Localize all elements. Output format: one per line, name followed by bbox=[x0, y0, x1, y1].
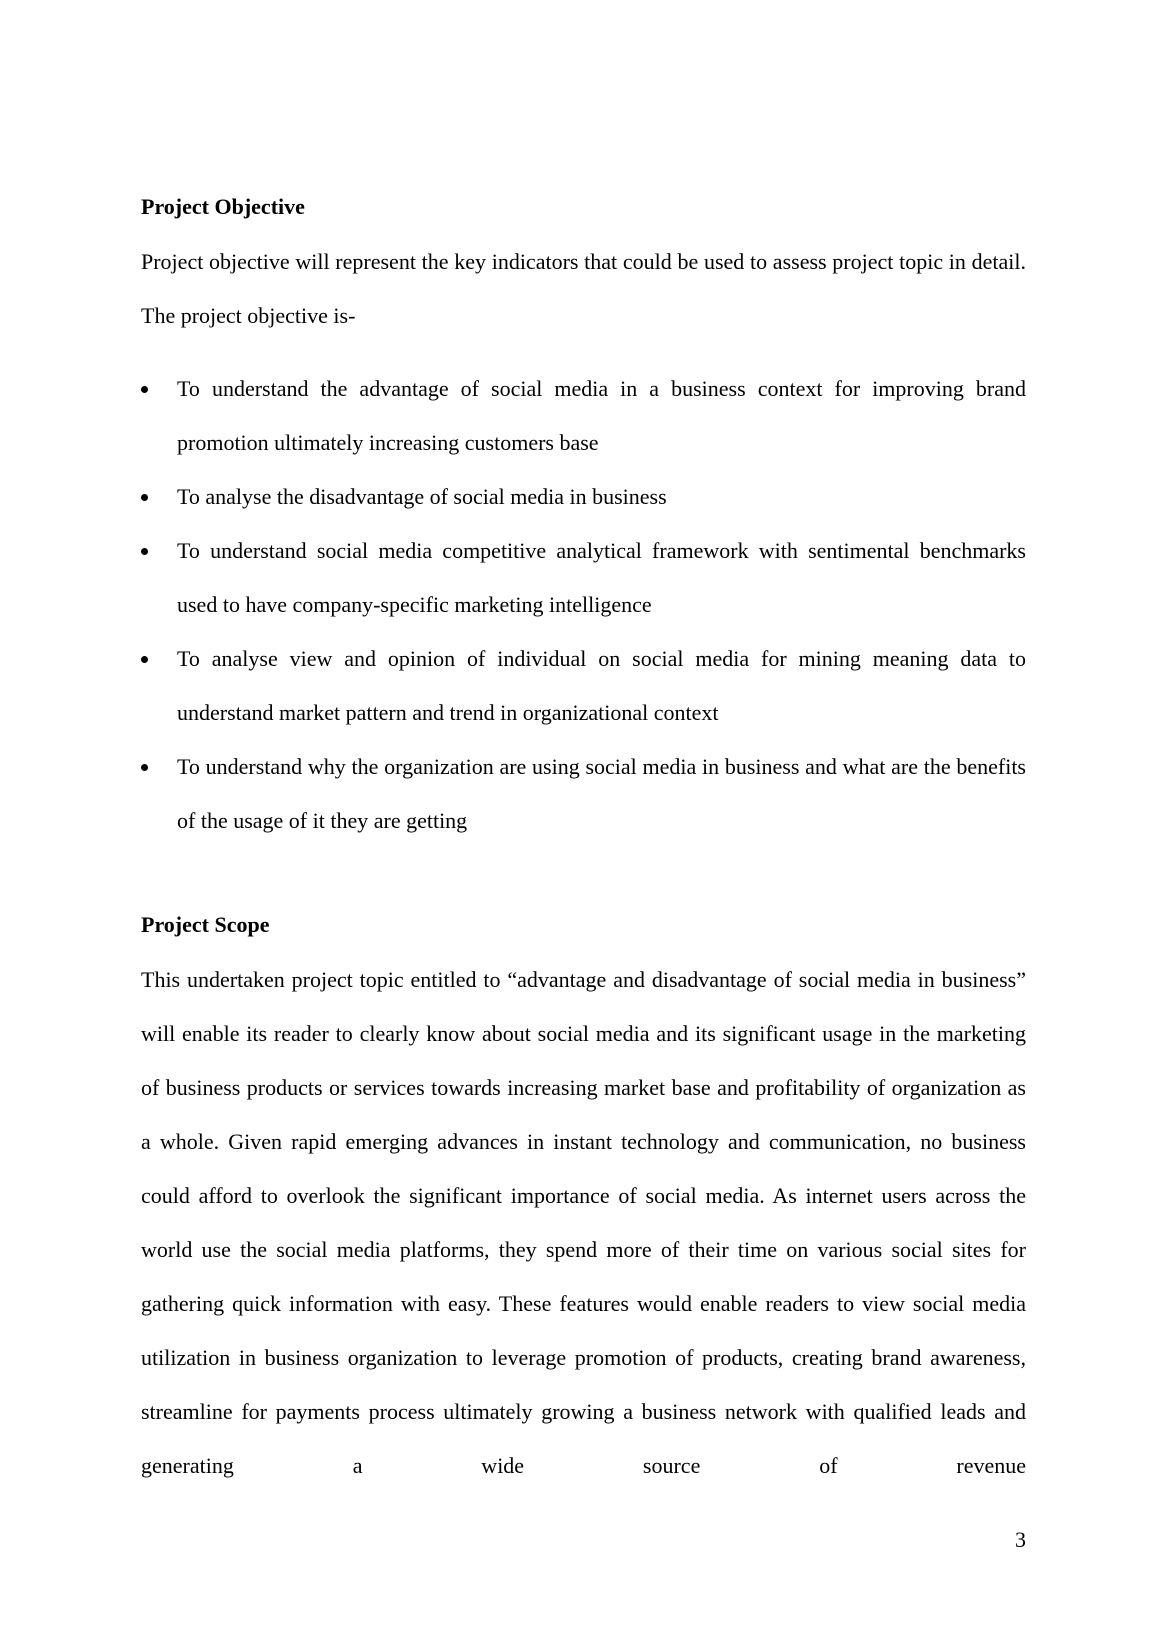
list-item-text: To analyse view and opinion of individual on social media for mining meaning data to understand market pattern and trend in organizational context bbox=[177, 646, 1026, 725]
bullet-icon bbox=[141, 656, 148, 663]
bullet-icon bbox=[141, 386, 148, 393]
list-item-text: To understand why the organization are using social media in business and what are the benefits of the usage of it they are getting bbox=[177, 754, 1026, 833]
list-item-text: To understand social media competitive analytical framework with sentimental benchmarks used to have company-specific marketing intelligence bbox=[177, 538, 1026, 617]
list-item bbox=[141, 524, 1026, 632]
list-item bbox=[141, 632, 1026, 740]
objective-heading: Project Objective bbox=[141, 194, 305, 219]
objective-list bbox=[141, 362, 1026, 848]
list-item bbox=[141, 470, 1026, 524]
bullet-icon bbox=[141, 494, 148, 501]
list-item bbox=[141, 362, 1026, 470]
page-number: 3 bbox=[1015, 1527, 1026, 1552]
list-item-text: To understand the advantage of social media in a business context for improving brand promotion ultimately increasing customers base bbox=[177, 376, 1026, 455]
bullet-icon bbox=[141, 764, 148, 771]
scope-heading: Project Scope bbox=[141, 912, 270, 937]
list-item bbox=[141, 740, 1026, 848]
objective-intro: Project objective will represent the key indicators that could be used to assess project topic in detail. The project objective is- bbox=[141, 249, 1026, 328]
bullet-icon bbox=[141, 548, 148, 555]
list-item-text: To analyse the disadvantage of social media in business bbox=[177, 484, 667, 509]
scope-body: This undertaken project topic entitled to “advantage and disadvantage of social media in business” will enable its reader to clearly know about social media and its significant usage in the marketing of business products or services towards increasing market base and profitability of organization as a whole. Given rapid emerging advances in instant technology and communication, no business could afford to overlook the significant importance of social media. As internet users across the world use the social media platforms, they spend more of their time on various social sites for gathering quick information with easy. These features would enable readers to view social media utilization in business organization to leverage promotion of products, creating brand awareness, streamline for payments process ultimately growing a business network with qualified leads and generating a wide source of revenue bbox=[141, 967, 1026, 1478]
document-page bbox=[141, 0, 1026, 1638]
